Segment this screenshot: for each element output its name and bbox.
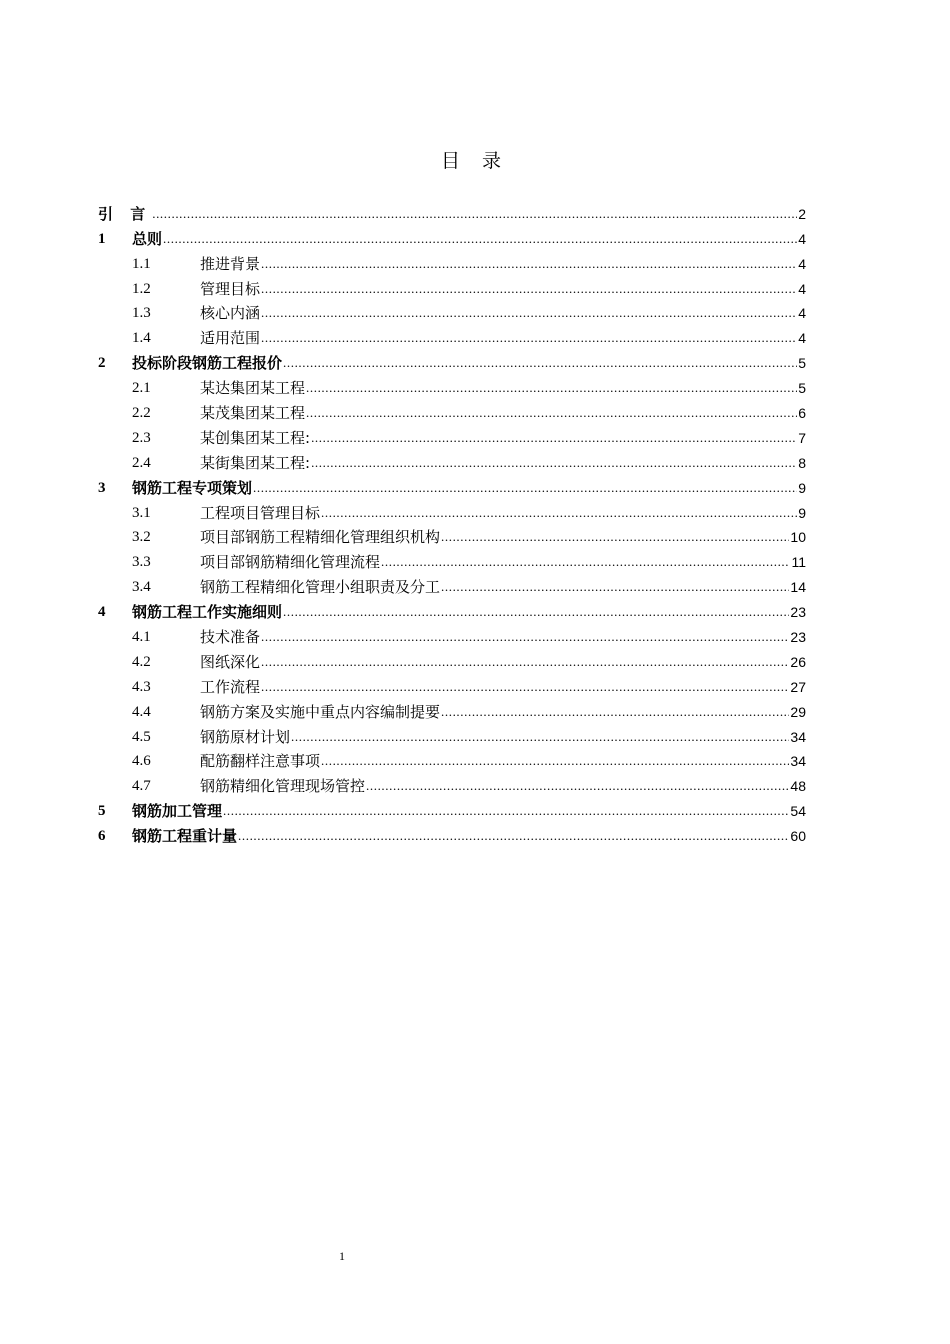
toc-entry-number: 1.3 [132,305,151,322]
toc-entry[interactable] [98,621,806,646]
toc-entry-page: 4 [798,255,806,272]
toc-dot-leader [311,429,797,447]
toc-entry[interactable] [98,447,806,472]
toc-entry-page: 54 [790,803,806,820]
toc-entry-page: 34 [790,728,806,745]
toc-entry-number: 1.2 [132,280,151,297]
toc-entry-page: 2 [798,205,806,222]
toc-entry[interactable] [98,248,806,273]
toc-entry-page: 7 [798,429,806,446]
toc-entry-number: 3.1 [132,504,151,521]
toc-dot-leader [261,280,797,298]
toc-dot-leader [223,802,789,820]
toc-dot-leader [261,329,797,347]
toc-entry-page: 23 [790,629,806,646]
toc-dot-leader [152,205,797,223]
toc-entry-number: 3 [98,479,106,496]
toc-dot-leader [283,354,797,372]
toc-dot-leader [261,255,797,273]
toc-entry-title: 钢筋工程工作实施细则 [132,603,283,622]
toc-entry-page: 4 [798,280,806,297]
toc-entry-number: 4.7 [132,778,151,795]
toc-entry[interactable] [98,372,806,397]
toc-dot-leader [321,752,789,770]
toc-entry-title: 钢筋工程专项策划 [132,478,253,497]
toc-dot-leader [163,230,797,248]
toc-dot-leader [306,404,797,422]
toc-entry-number: 4.4 [132,703,151,720]
toc-entry[interactable] [98,596,806,621]
toc-entry-title: 某街集团某工程: [200,453,311,472]
toc-entry-title: 核心内涵 [200,304,261,323]
toc-entry-title: 钢筋工程重计量 [132,827,238,846]
toc-entry-page: 26 [790,653,806,670]
toc-entry-title: 推进背景 [200,254,261,273]
toc-entry-number: 4.5 [132,728,151,745]
toc-entry-title: 工作流程 [200,677,261,696]
toc-entry-title: 某茂集团某工程 [200,404,306,423]
toc-entry-title: 总则 [132,229,163,248]
toc-dot-leader [306,379,797,397]
toc-entry-title: 钢筋加工管理 [132,802,223,821]
toc-entry[interactable] [98,422,806,447]
toc-entry[interactable] [98,472,806,497]
toc-entry-page: 34 [790,753,806,770]
toc-entry-number: 4.3 [132,678,151,695]
toc-entry[interactable] [98,820,806,845]
toc-dot-leader [366,777,789,795]
page-number: 1 [339,1249,345,1263]
toc-entry-title: 工程项目管理目标 [200,503,321,522]
page-title: 目 录 [440,150,510,172]
toc-entry[interactable] [98,273,806,298]
toc-entry-number: 2 [98,355,106,372]
toc-entry[interactable] [98,721,806,746]
toc-entry-number: 3.4 [132,579,151,596]
toc-entry-page: 23 [790,604,806,621]
toc-entry-page: 5 [798,355,806,372]
toc-entry-page: 5 [798,380,806,397]
toc-entry-title: 项目部钢筋工程精细化管理组织机构 [200,528,441,547]
toc-entry-number: 6 [98,828,106,845]
toc-entry-page: 9 [798,479,806,496]
toc-dot-leader [441,703,789,721]
toc-entry-number: 1.4 [132,330,151,347]
toc-entry-number: 2.4 [132,454,151,471]
toc-entry-number: 4.6 [132,753,151,770]
toc-entry-title: 钢筋精细化管理现场管控 [200,777,366,796]
toc-entry-number: 5 [98,803,106,820]
toc-entry[interactable] [98,696,806,721]
toc-entry-title: 适用范围 [200,329,261,348]
toc-entry-number: 1.1 [132,255,151,272]
toc-entry[interactable] [98,746,806,771]
toc-entry[interactable] [98,571,806,596]
table-of-contents [98,198,806,845]
toc-entry-number: 1 [98,230,106,247]
toc-entry-number: 4.1 [132,629,151,646]
toc-dot-leader [261,304,797,322]
toc-entry-page: 4 [798,230,806,247]
toc-dot-leader [261,628,789,646]
toc-dot-leader [261,653,789,671]
toc-entry[interactable] [98,198,806,223]
toc-entry-page: 8 [798,454,806,471]
toc-dot-leader [311,454,797,472]
toc-entry[interactable] [98,298,806,323]
toc-entry[interactable] [98,497,806,522]
toc-entry-title: 技术准备 [200,628,261,647]
toc-entry[interactable] [98,770,806,795]
toc-entry-page: 48 [790,778,806,795]
toc-entry-page: 4 [798,330,806,347]
toc-entry[interactable] [98,646,806,671]
toc-entry-title: 管理目标 [200,279,261,298]
toc-entry[interactable] [98,546,806,571]
toc-dot-leader [238,827,789,845]
toc-entry-page: 11 [791,554,806,571]
toc-dot-leader [321,504,797,522]
toc-entry-page: 29 [790,703,806,720]
toc-entry[interactable] [98,671,806,696]
toc-entry-number: 3.3 [132,554,151,571]
toc-entry-page: 9 [798,504,806,521]
toc-dot-leader [441,578,789,596]
toc-entry[interactable] [98,795,806,820]
toc-entry-number: 2.2 [132,405,151,422]
toc-entry[interactable] [98,397,806,422]
toc-entry-title: 钢筋工程精细化管理小组职责及分工 [200,578,441,597]
toc-entry-title: 图纸深化 [200,652,261,671]
toc-dot-leader [441,528,789,546]
toc-entry-number: 2.3 [132,429,151,446]
toc-entry-page: 60 [790,828,806,845]
toc-entry-number: 4.2 [132,653,151,670]
toc-entry[interactable] [98,322,806,347]
toc-entry-title: 钢筋方案及实施中重点内容编制提要 [200,702,441,721]
toc-entry-number: 2.1 [132,380,151,397]
toc-entry-page: 4 [798,305,806,322]
toc-entry-title: 引 言 [98,204,152,223]
toc-dot-leader [291,728,789,746]
toc-entry[interactable] [98,347,806,372]
toc-entry-page: 14 [790,579,806,596]
toc-entry[interactable] [98,522,806,547]
toc-entry-title: 项目部钢筋精细化管理流程 [200,553,381,572]
toc-entry-title: 配筋翻样注意事项 [200,752,321,771]
toc-dot-leader [283,603,789,621]
toc-entry-title: 投标阶段钢筋工程报价 [132,354,283,373]
toc-entry-number: 4 [98,604,106,621]
toc-dot-leader [253,479,797,497]
toc-entry-title: 钢筋原材计划 [200,727,291,746]
toc-entry-page: 27 [790,678,806,695]
toc-entry-page: 6 [798,405,806,422]
toc-entry-title: 某达集团某工程 [200,379,306,398]
toc-dot-leader [261,678,789,696]
toc-entry-page: 10 [790,529,806,546]
toc-entry[interactable] [98,223,806,248]
toc-entry-number: 3.2 [132,529,151,546]
toc-entry-title: 某创集团某工程: [200,428,311,447]
toc-dot-leader [381,553,790,571]
